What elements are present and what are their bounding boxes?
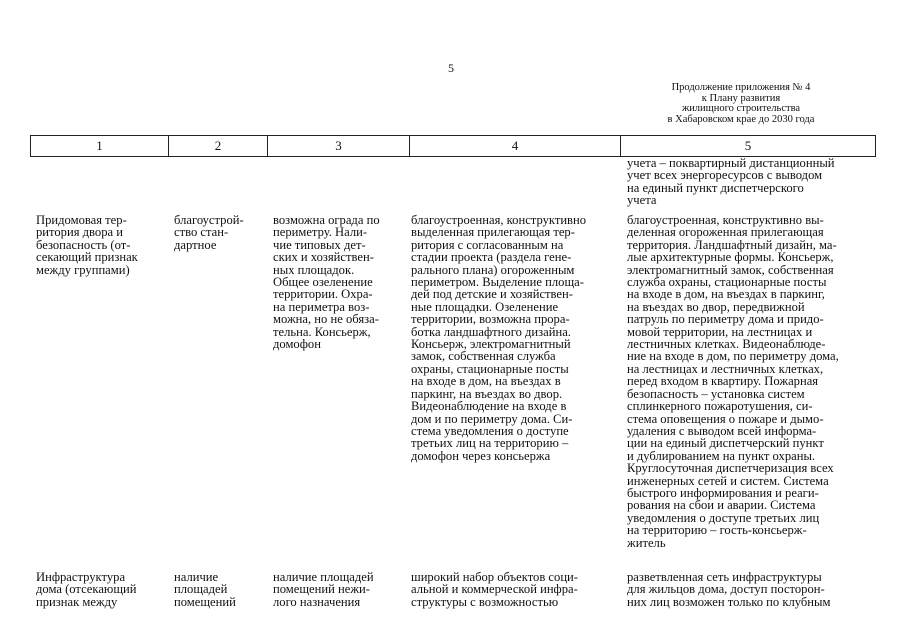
- cell-line: наличие площадей: [273, 570, 374, 584]
- cell-line: уведомления о доступе третьих лиц: [627, 510, 820, 525]
- cell-line: благоустрой-: [174, 213, 244, 227]
- cell-line: структуры с возможностью: [411, 594, 559, 609]
- cell-line: сплинкерного пожаротушения, си-: [627, 399, 813, 414]
- cell-line: дартное: [174, 237, 217, 252]
- row-1-col-3-cell: [273, 214, 380, 350]
- cell-line: между группами): [36, 262, 130, 277]
- cell-line: житель: [627, 535, 666, 550]
- cell-line: учета: [627, 193, 657, 208]
- row-2-col-3-cell: [273, 571, 374, 608]
- cell-line: деленная огороженная прилегающая: [627, 225, 824, 240]
- cell-line: служба охраны, стационарные посты: [627, 275, 827, 290]
- row-2-col-5-cell: [627, 571, 830, 608]
- cell-line: третьих лиц на территорию –: [411, 436, 569, 451]
- cell-line: мовой территории, на лестницах и: [627, 324, 813, 339]
- cell-line: ные площадки. Озеленение: [411, 299, 559, 314]
- cell-line: территории. Охра-: [273, 287, 373, 302]
- column-number-header: [30, 135, 876, 157]
- appendix-caption: [611, 83, 871, 125]
- cell-line: территории, возможна прора-: [411, 312, 570, 327]
- appendix-caption-line: Продолжение приложения № 4: [671, 82, 811, 93]
- cell-line: на входе в дом, на въездах в: [411, 374, 561, 389]
- cell-line: стема оповещения о пожаре и дымо-: [627, 411, 824, 426]
- column-number: 3: [268, 136, 410, 157]
- cell-line: периметром. Выделение площа-: [411, 275, 584, 290]
- cell-line: наличие: [174, 570, 219, 584]
- cell-line: на единый пункт диспетчерского: [627, 180, 804, 195]
- cell-line: помещений нежи-: [273, 582, 370, 597]
- cell-line: для жильцов дома, доступ посторон-: [627, 582, 825, 597]
- cell-line: патруль по периметру дома и придо-: [627, 312, 824, 327]
- row-2-col-2-cell: [174, 571, 236, 608]
- cell-line: безопасность – установка систем: [627, 386, 805, 401]
- cell-line: ние на входе в дом, по периметру дома,: [627, 349, 839, 364]
- column-number: 4: [410, 136, 621, 157]
- cell-line: стадии проекта (раздела гене-: [411, 250, 572, 265]
- cell-line: инженерных сетей и систем. Система: [627, 473, 829, 488]
- cell-line: Круглосуточная диспетчеризация всех: [627, 461, 834, 476]
- cell-line: ство стан-: [174, 225, 229, 240]
- appendix-caption-line: к Плану развития: [701, 92, 781, 104]
- cell-line: Придомовая тер-: [36, 213, 127, 227]
- cell-line: удаления с выводом всей информа-: [627, 423, 817, 438]
- cell-line: быстрого информирования и реаги-: [627, 485, 819, 500]
- row-2-col-4-cell: [411, 571, 578, 608]
- column-number: 2: [169, 136, 268, 157]
- page-number: 5: [448, 61, 454, 75]
- cell-line: выделенная прилегающая тер-: [411, 225, 575, 240]
- cell-line: перед входом в квартиру. Пожарная: [627, 374, 819, 389]
- cell-line: ции на единый диспетчерский пункт: [627, 436, 824, 451]
- cell-line: на периметра воз-: [273, 299, 370, 314]
- cell-line: территория. Ландшафтный дизайн, ма-: [627, 237, 837, 252]
- cell-line: Общее озеленение: [273, 275, 373, 290]
- cell-line: помещений: [174, 594, 236, 609]
- cell-line: тельна. Консьерж,: [273, 324, 371, 339]
- cell-line: лого назначения: [273, 594, 361, 609]
- cell-line: ритория двора и: [36, 225, 123, 240]
- cell-line: благоустроенная, конструктивно: [411, 213, 587, 227]
- cell-line: ных площадок.: [273, 262, 355, 277]
- row-1-col-4-cell: [411, 214, 586, 462]
- cell-line: лестничных клетках. Видеонаблюде-: [627, 337, 826, 352]
- cell-line: площадей: [174, 582, 228, 597]
- cell-line: учета – поквартирный дистанционный: [627, 156, 835, 170]
- cell-line: на лестницах и лестничных клетках,: [627, 361, 824, 376]
- cell-line: замок, собственная служба: [411, 349, 556, 364]
- cell-line: на въездах во двор, передвижной: [627, 299, 805, 314]
- cell-line: благоустроенная, конструктивно вы-: [627, 213, 824, 227]
- cell-line: и дублированием на пункт охраны.: [627, 448, 816, 463]
- column-number: 5: [621, 136, 876, 157]
- cell-line: возможна ограда по: [273, 213, 380, 227]
- cell-line: паркинг, на въездах во двор.: [411, 386, 563, 401]
- cell-line: дей под детские и хозяйствен-: [411, 287, 573, 302]
- cell-line: на входе в дом, на въездах в паркинг,: [627, 287, 825, 302]
- cell-line: ритория с согласованным на: [411, 237, 564, 252]
- row-1-col-1-cell: [36, 214, 138, 276]
- cell-line: рального плана) огороженным: [411, 262, 575, 277]
- row-2-col-1-cell: [36, 571, 137, 608]
- cell-line: на территорию – гость-консьерж-: [627, 523, 807, 538]
- cell-line: Консьерж, электромагнитный: [411, 337, 571, 352]
- cell-line: домофон через консьержа: [411, 448, 551, 463]
- cell-line: безопасность (от-: [36, 237, 131, 252]
- appendix-caption-line: жилищного строительства: [681, 103, 801, 114]
- cell-line: дома (отсекающий: [36, 582, 137, 597]
- cell-line: учет всех энергоресурсов с выводом: [627, 168, 823, 183]
- cell-line: можна, но не обяза-: [273, 312, 379, 327]
- cell-line: периметру. Нали-: [273, 225, 368, 240]
- cell-line: охраны, стационарные посты: [411, 361, 569, 376]
- cell-line: широкий набор объектов соци-: [411, 570, 578, 584]
- row-1-col-5-cell: [627, 214, 839, 549]
- cell-line: дом и по периметру дома. Си-: [411, 411, 573, 426]
- cell-line: признак между: [36, 594, 118, 609]
- cell-line: секающий признак: [36, 250, 138, 265]
- appendix-caption-line: в Хабаровском крае до 2030 года: [667, 113, 815, 125]
- cell-line: домофон: [273, 337, 321, 352]
- cell-line: разветвленная сеть инфраструктуры: [627, 570, 822, 584]
- cell-line: чие типовых дет-: [273, 237, 366, 252]
- cell-line: стема уведомления о доступе: [411, 423, 569, 438]
- carryover-cell: [627, 157, 835, 207]
- cell-line: Видеонаблюдение на входе в: [411, 399, 567, 414]
- cell-line: них лиц возможен только по клубным: [627, 594, 831, 609]
- cell-line: рования на сбои и аварии. Система: [627, 498, 816, 513]
- column-number: 1: [31, 136, 169, 157]
- cell-line: альной и коммерческой инфра-: [411, 582, 578, 597]
- row-1-col-2-cell: [174, 214, 244, 251]
- cell-line: Инфраструктура: [36, 570, 126, 584]
- cell-line: ботка ландшафтного дизайна.: [411, 324, 571, 339]
- cell-line: лые архитектурные формы. Консьерж,: [627, 250, 834, 265]
- cell-line: ских и хозяйствен-: [273, 250, 374, 265]
- cell-line: электромагнитный замок, собственная: [627, 262, 834, 277]
